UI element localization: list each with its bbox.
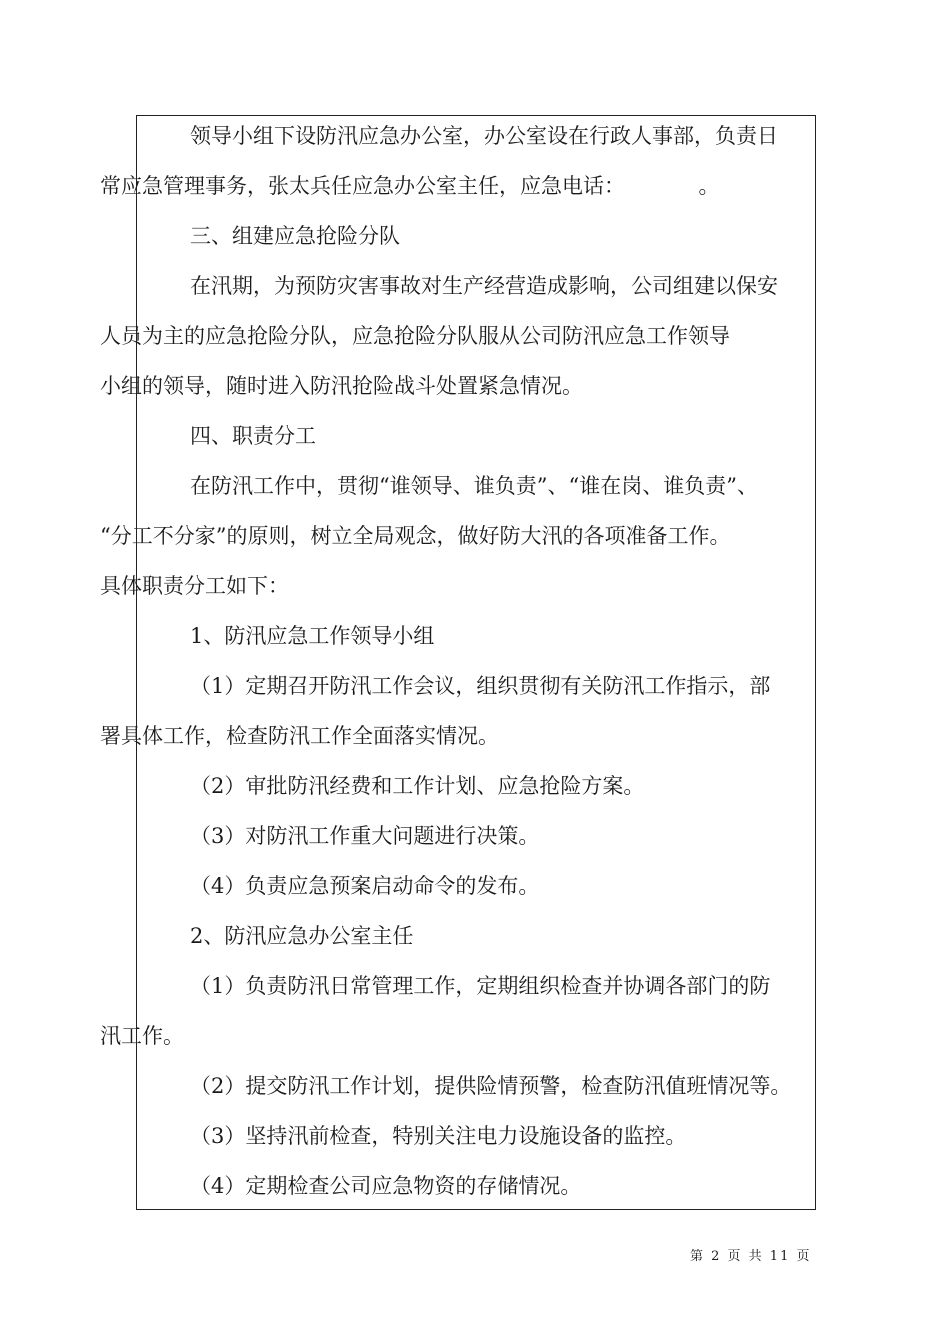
- list-item: [145, 811, 810, 861]
- list-item: [145, 1111, 810, 1161]
- list-item: [145, 861, 810, 911]
- heading-text: 三、组建应急抢险分队: [190, 224, 400, 248]
- list-item: [145, 1061, 810, 1111]
- paragraph-office-setup: [100, 111, 810, 211]
- paragraph-emergency-team: [100, 261, 810, 411]
- text-line: 领导小组下设防汛应急办公室，办公室设在行政人事部，负责日: [190, 124, 778, 148]
- text-line: 具体职责分工如下：: [100, 574, 289, 598]
- paragraph-principles: [100, 461, 810, 611]
- text-line: （4）负责应急预案启动命令的发布。: [190, 874, 540, 898]
- heading-text: 四、职责分工: [190, 424, 316, 448]
- heading-text: 1、防汛应急工作领导小组: [190, 624, 435, 648]
- text-line: （1）负责防汛日常管理工作，定期组织检查并协调各部门的防: [190, 974, 771, 998]
- text-line: （2）审批防汛经费和工作计划、应急抢险方案。: [190, 774, 645, 798]
- section-heading-responsibilities: [145, 411, 810, 461]
- text-line: 在汛期，为预防灾害事故对生产经营造成影响，公司组建以保安: [190, 274, 778, 298]
- list-item: [100, 661, 810, 761]
- subheading-leadership-group: [145, 611, 810, 661]
- text-line: （3）对防汛工作重大问题进行决策。: [190, 824, 540, 848]
- text-line: （4）定期检查公司应急物资的存储情况。: [190, 1174, 582, 1198]
- text-line: 常应急管理事务，张太兵任应急办公室主任，应急电话： 。: [100, 174, 720, 198]
- text-line: 人员为主的应急抢险分队，应急抢险分队服从公司防汛应急工作领导: [100, 324, 730, 348]
- text-line: 汛工作。: [100, 1024, 184, 1048]
- text-line: （1）定期召开防汛工作会议，组织贯彻有关防汛工作指示，部: [190, 674, 771, 698]
- section-heading-emergency-team: [145, 211, 810, 261]
- text-line: 在防汛工作中，贯彻“谁领导、谁负责”、“谁在岗、谁负责”、: [190, 474, 758, 498]
- text-line: “分工不分家”的原则，树立全局观念，做好防大汛的各项准备工作。: [100, 524, 731, 548]
- text-line: 小组的领导，随时进入防汛抢险战斗处置紧急情况。: [100, 374, 583, 398]
- list-item: [145, 1161, 810, 1211]
- text-line: 署具体工作，检查防汛工作全面落实情况。: [100, 724, 499, 748]
- heading-text: 2、防汛应急办公室主任: [190, 924, 414, 948]
- list-item: [100, 961, 810, 1061]
- page-number: 第 2 页 共 11 页: [690, 1249, 812, 1264]
- list-item: [145, 761, 810, 811]
- text-line: （2）提交防汛工作计划，提供险情预警，检查防汛值班情况等。: [190, 1074, 792, 1098]
- subheading-office-director: [145, 911, 810, 961]
- text-line: （3）坚持汛前检查，特别关注电力设施设备的监控。: [190, 1124, 687, 1148]
